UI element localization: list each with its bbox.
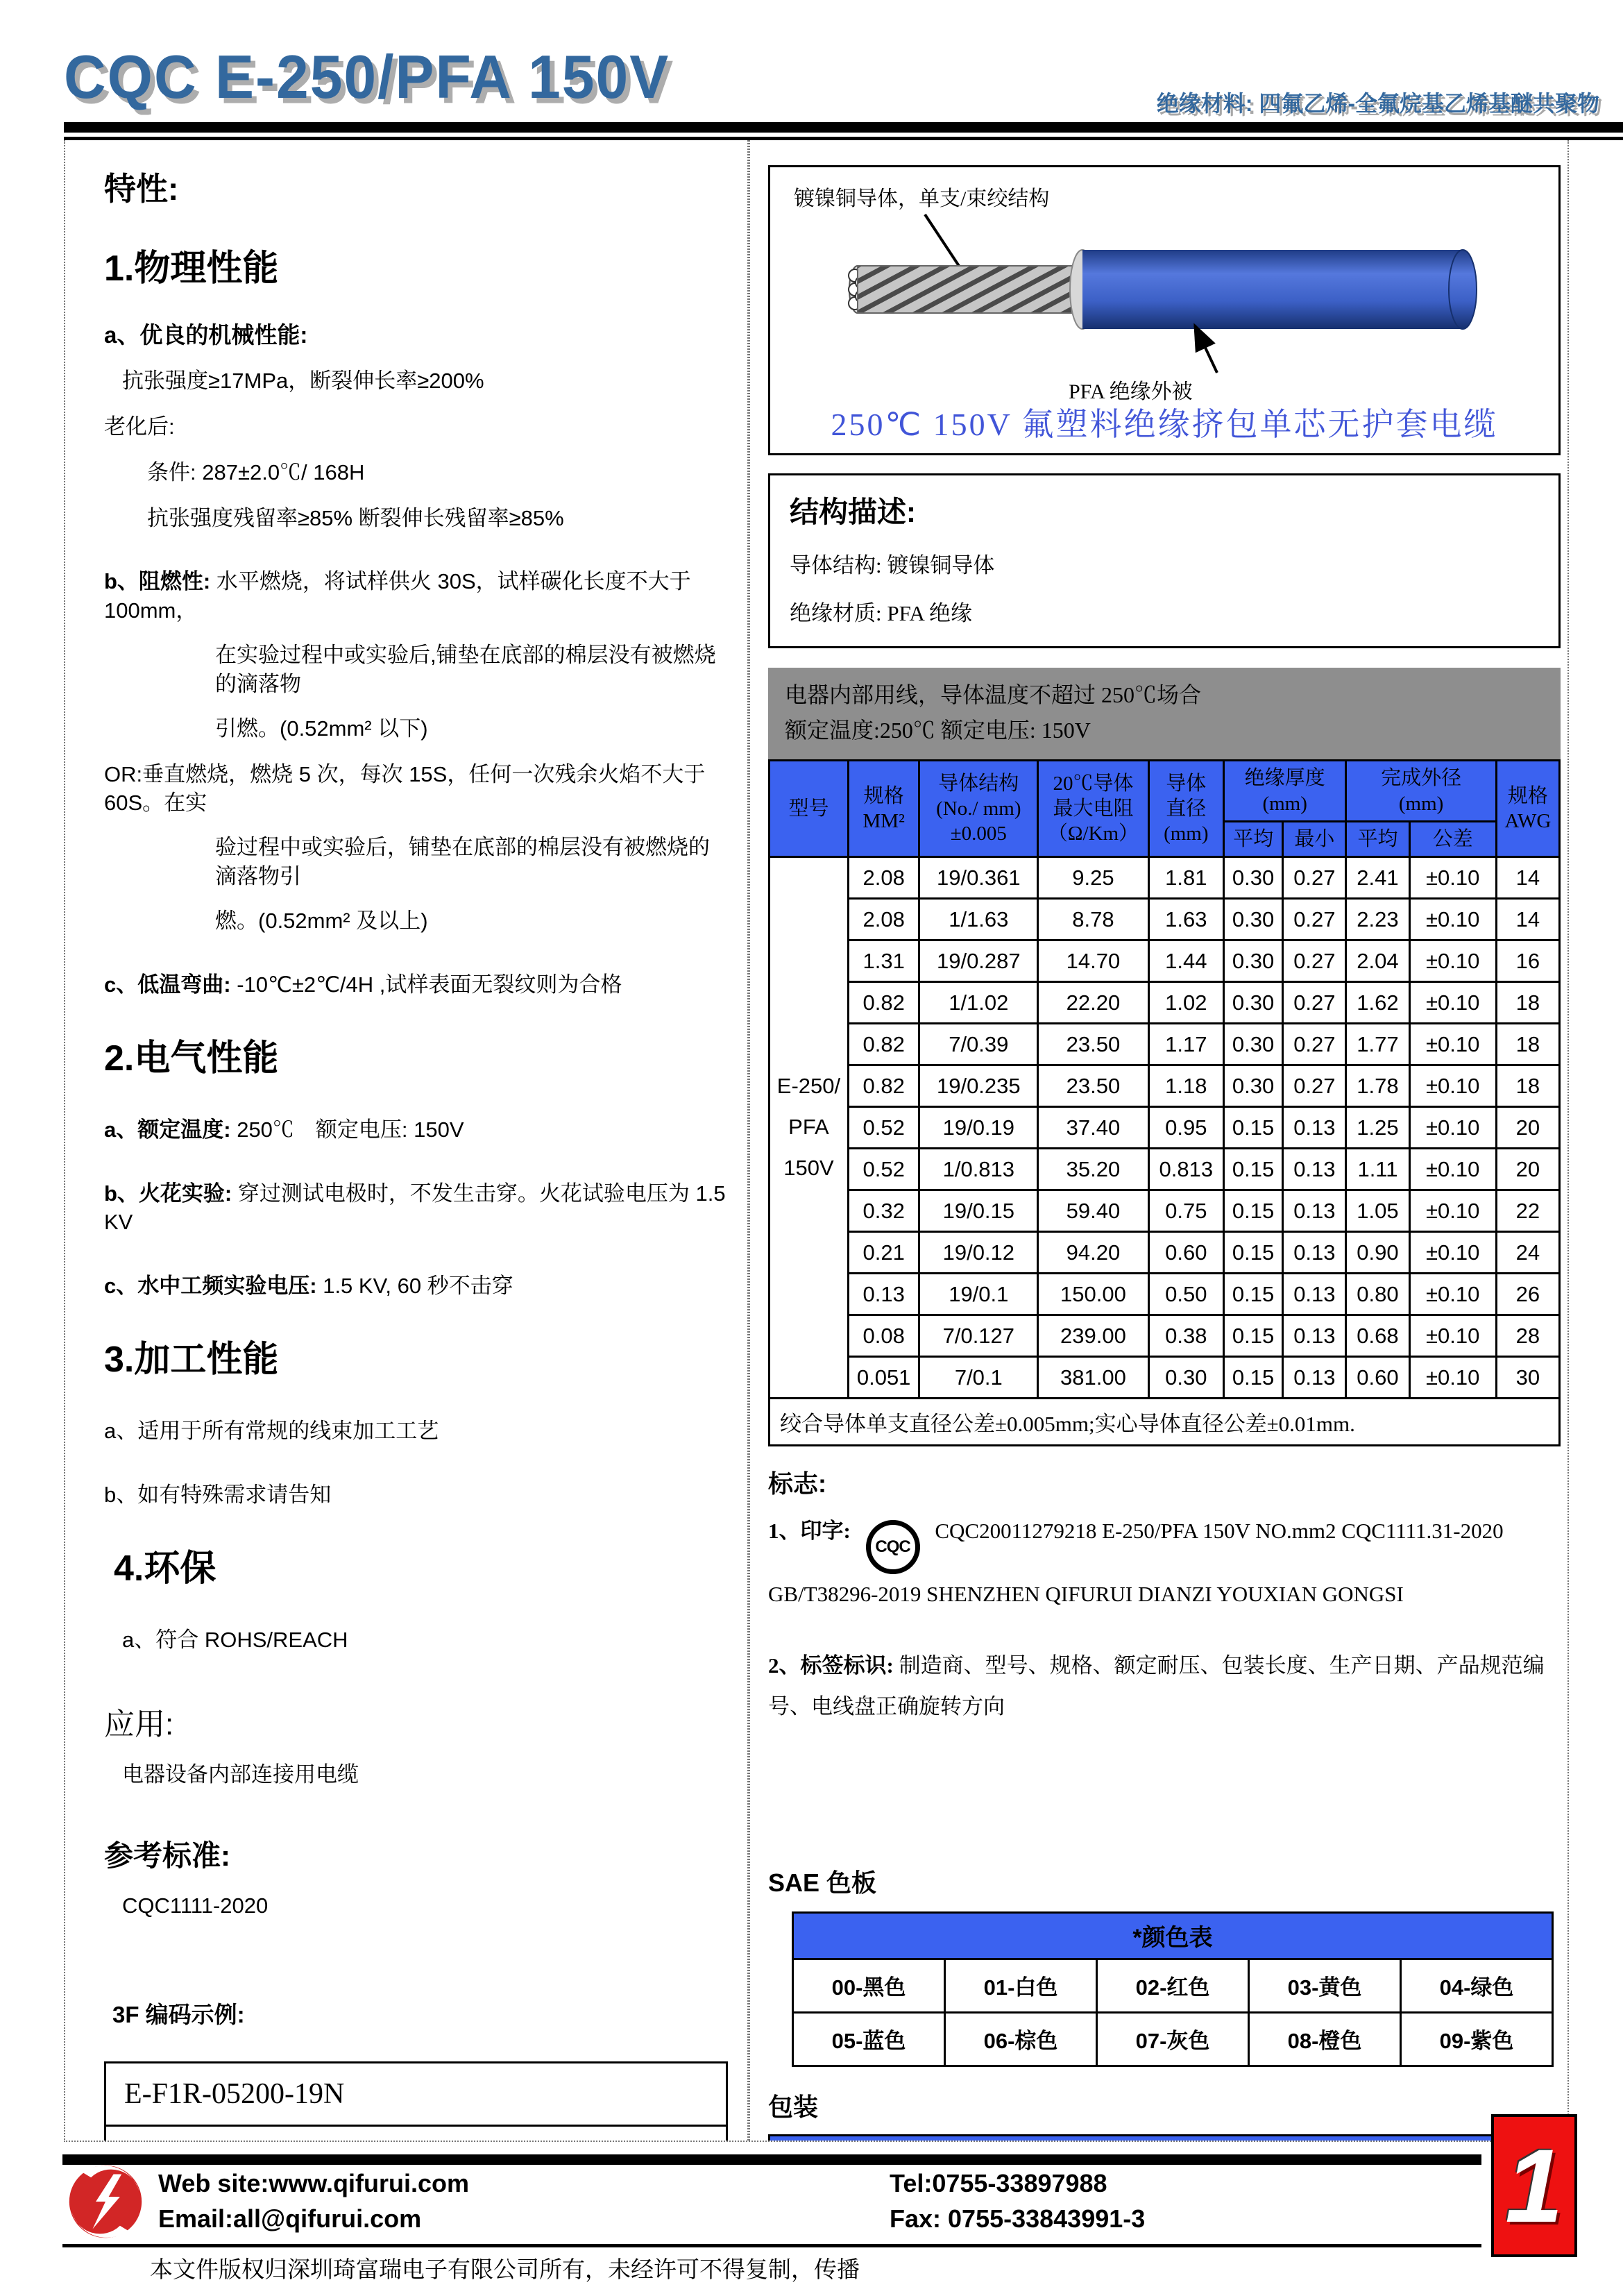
spec-row [770,1024,1560,1065]
spec-row [770,1232,1560,1274]
spec-cell: 0.30 [1223,899,1282,940]
company-logo-icon [65,2161,146,2242]
spec-cell: 1.02 [1148,982,1223,1024]
print-text: CQC20011279218 E-250/PFA 150V NO.mm2 CQC1111.31-2020 GB/T38296-2019 SHENZHEN QIFURUI DIANZI YOUXIAN GONGSI [768,1519,1504,1606]
spec-cell: 30 [1496,1357,1559,1399]
col-header-min: 最小 [1283,821,1346,856]
spec-cell: 1.31 [848,940,919,982]
spec-cell: 9.25 [1038,857,1148,899]
section-title-application: 应用: [104,1707,174,1741]
spec-cell: 1.78 [1346,1065,1409,1107]
text-line: 导体结构: 镀镍铜导体 [790,553,995,577]
structure-title: 结构描述: [790,496,916,528]
spec-cell: ±0.10 [1409,1232,1496,1274]
spec-row [770,1149,1560,1190]
spec-cell: 0.13 [1283,1190,1346,1232]
spec-cell: 0.60 [1148,1232,1223,1274]
text-line [104,970,728,999]
text-line: a、符合 ROHS/REACH [122,1627,348,1652]
spec-cell: 2.23 [1346,899,1409,940]
col-header-model: 型号 [770,761,849,857]
conductor-callout-label: 镀镍铜导体，单支/束绞结构 [794,187,1050,210]
col-header-thickness: 绝缘厚度 (mm) [1223,761,1346,822]
color-cell: 00-黑色 [793,1959,945,2012]
spec-cell: ±0.10 [1409,1107,1496,1149]
spec-cell: 0.27 [1283,899,1346,940]
spec-cell: 0.30 [1148,1357,1223,1399]
spec-row [770,899,1560,940]
spec-cell: 1.63 [1148,899,1223,940]
rated-temp-label: a、额定温度: [104,1117,231,1142]
water-test-text: 1.5 KV, 60 秒不击穿 [323,1274,513,1299]
spec-cell: ±0.10 [1409,1024,1496,1065]
color-cell: 09-紫色 [1401,2012,1553,2066]
spec-cell: 19/0.19 [919,1107,1038,1149]
spec-cell: 1.77 [1346,1024,1409,1065]
text-line: b、如有特殊需求请告知 [104,1482,332,1507]
main-content [64,140,1569,2142]
text-line: 引燃。(0.52mm² 以下) [215,716,428,741]
spec-cell: 59.40 [1038,1190,1148,1232]
spec-table-body [770,857,1560,1399]
text-line: 抗张强度≥17MPa，断裂伸长率≥200% [122,369,484,393]
page-footer [0,2136,1623,2296]
spec-cell: 14 [1496,857,1559,899]
spec-cell: 0.13 [1283,1274,1346,1315]
spec-cell: ±0.10 [1409,1274,1496,1315]
cold-bend-text: -10℃±2℃/4H ,试样表面无裂纹则为合格 [237,972,622,997]
arrow-up-icon [1181,319,1230,377]
spec-cell: 23.50 [1038,1024,1148,1065]
text-line: 抗张强度残留率≥85% 断裂伸长残留率≥85% [147,505,564,530]
spec-cell: 1.81 [1148,857,1223,899]
label-id-label: 2、标签标识: [768,1653,894,1678]
packaging-title: 包装 [768,2092,819,2121]
spec-cell: ±0.10 [1409,1315,1496,1357]
spark-test-label: b、火花实验: [104,1181,232,1206]
spec-row [770,1107,1560,1149]
spec-cell: 0.27 [1283,940,1346,982]
col-header-awg: 规格 AWG [1496,761,1559,857]
color-cell: 03-黄色 [1249,1959,1401,2012]
spec-cell: 18 [1496,1065,1559,1107]
print-label: 1、印字: [768,1519,851,1544]
spec-cell: ±0.10 [1409,857,1496,899]
footer-rule-thick [62,2154,1481,2165]
spec-cell: 7/0.39 [919,1024,1038,1065]
color-table [792,1911,1554,2067]
spec-cell: 0.75 [1148,1190,1223,1232]
spec-cell: 1.25 [1346,1107,1409,1149]
insulation-material-subtitle: 绝缘材料: 四氟乙烯-全氟烷基乙烯基醚共聚物 [1156,91,1599,116]
usage-note-line: 电器内部用线，导体温度不超过 250℃场合 [785,682,1202,707]
spec-cell: 0.13 [1283,1107,1346,1149]
spec-cell: 0.80 [1346,1274,1409,1315]
spec-cell: 0.13 [848,1274,919,1315]
spec-cell: 0.95 [1148,1107,1223,1149]
color-cell: 07-灰色 [1097,2012,1249,2066]
spec-cell: 1/1.02 [919,982,1038,1024]
text-line: 在实验过程中或实验后,铺垫在底部的棉层没有被燃烧的滴落物 [215,643,716,696]
spec-cell: 18 [1496,982,1559,1024]
spec-cell: 19/0.235 [919,1065,1038,1107]
page-number: 1 [1505,2127,1563,2244]
text-line [104,1272,728,1301]
color-cell: 01-白色 [945,1959,1097,2012]
section-title-reference: 参考标准: [104,1839,230,1873]
text-line: 条件: 287±2.0℃/ 168H [147,459,365,484]
spec-cell: 19/0.12 [919,1232,1038,1274]
sae-color-title: SAE 色板 [768,1868,877,1897]
section-title-processing: 3.加工性能 [104,1340,279,1381]
text-line: 老化后: [104,414,175,439]
marking-section [768,1464,1561,1727]
text-line [104,1179,728,1238]
cable-illustration [824,249,1490,330]
fax-text: Fax: 0755-33843991-3 [890,2204,1146,2234]
color-cell: 08-橙色 [1249,2012,1401,2066]
spec-row [770,1190,1560,1232]
spec-cell: 35.20 [1038,1149,1148,1190]
spec-cell: 0.15 [1223,1190,1282,1232]
spec-cell: 20 [1496,1149,1559,1190]
specification-column [749,140,1567,2141]
section-title-physical: 1.物理性能 [104,248,279,289]
spec-cell: ±0.10 [1409,1149,1496,1190]
water-test-label: c、水中工频实验电压: [104,1274,317,1299]
spec-cell: 19/0.15 [919,1190,1038,1232]
coding-example-box [104,2061,728,2142]
spec-cell: 0.08 [848,1315,919,1357]
marking-label-line [768,1646,1561,1728]
characteristics-column [65,140,749,2141]
header-rule-thick [64,122,1623,133]
spec-cell: 0.30 [1223,1065,1282,1107]
spec-cell: 0.82 [848,1024,919,1065]
spec-cell: 19/0.287 [919,940,1038,982]
col-header-diameter: 导体 直径 (mm) [1148,761,1223,857]
specification-table [768,759,1561,1446]
spec-cell: 19/0.361 [919,857,1038,899]
cable-caption: 250℃ 150V 氟塑料绝缘挤包单芯无护套电缆 [831,407,1498,442]
spec-cell: 7/0.127 [919,1315,1038,1357]
sae-table-body [793,1959,1553,2066]
spec-cell: 0.82 [848,1065,919,1107]
spec-cell: 0.13 [1283,1315,1346,1357]
spec-cell: ±0.10 [1409,940,1496,982]
spec-cell: 1.44 [1148,940,1223,982]
color-row [793,2012,1553,2066]
document-title: CQC E-250/PFA 150V [64,42,670,111]
spec-cell: 26 [1496,1274,1559,1315]
spec-cell: 2.41 [1346,857,1409,899]
label-id-text: 制造商、型号、规格、额定耐压、包装长度、生产日期、产品规范编号、电线盘正确旋转方向 [768,1653,1545,1719]
spec-cell: 0.52 [848,1149,919,1190]
spec-cell: 239.00 [1038,1315,1148,1357]
spec-cell: 22 [1496,1190,1559,1232]
page-number-box [1491,2114,1577,2257]
spec-cell: 0.813 [1148,1149,1223,1190]
cold-bend-label: c、低温弯曲: [104,972,231,997]
col-header-structure: 导体结构 (No./ mm) ±0.005 [919,761,1038,857]
footer-contact [158,2166,469,2236]
spec-cell: 0.90 [1346,1232,1409,1274]
usage-note-line: 额定温度:250℃ 额定电压: 150V [785,718,1091,743]
spec-cell: 20 [1496,1107,1559,1149]
spec-cell: 0.15 [1223,1149,1282,1190]
spec-cell: 1.17 [1148,1024,1223,1065]
spec-cell: 0.82 [848,982,919,1024]
structure-description-box [768,473,1561,648]
spec-cell: ±0.10 [1409,1190,1496,1232]
col-header-resistance: 20℃导体 最大电阻 （Ω/Km） [1038,761,1148,857]
color-cell: 05-蓝色 [793,2012,945,2066]
spec-cell: 0.30 [1223,857,1282,899]
color-row [793,1959,1553,2012]
spec-cell: 2.08 [848,857,919,899]
spec-cell: 2.04 [1346,940,1409,982]
spec-cell: 0.13 [1283,1357,1346,1399]
spec-cell: 14 [1496,899,1559,940]
spec-row [770,857,1560,899]
coding-example-code: E-F1R-05200-19N [106,2063,726,2127]
spec-row [770,1357,1560,1399]
footer-phone [890,2166,1145,2236]
spec-cell: 0.60 [1346,1357,1409,1399]
table-row [770,1399,1560,1446]
spec-cell: 0.27 [1283,857,1346,899]
text-line: OR:垂直燃烧，燃烧 5 次，每次 15S，任何一次残余火焰不大于 60S。在实 [104,761,706,816]
spark-test-text: 穿过测试电极时，不发生击穿。火花试验电压为 1.5 KV [104,1181,726,1235]
text-line: 燃。(0.52mm² 及以上) [215,908,428,933]
spec-cell: 0.38 [1148,1315,1223,1357]
coding-example-title: 3F 编码示例: [112,2002,245,2028]
spec-cell: 1.11 [1346,1149,1409,1190]
marking-title: 标志: [768,1469,826,1499]
color-cell: 06-棕色 [945,2012,1097,2066]
text-line: 验过程中或实验后，铺垫在底部的棉层没有被燃烧的滴落物引 [215,835,710,889]
flame-text: 水平燃烧，将试样供火 30S，试样碳化长度不大于 100mm， [104,569,691,623]
spec-cell: 0.30 [1223,1024,1282,1065]
spec-cell: ±0.10 [1409,1357,1496,1399]
spec-row [770,1315,1560,1357]
spec-cell: 0.32 [848,1190,919,1232]
text-line: a、优良的机械性能: [104,322,308,348]
marking-print-line [768,1511,1561,1615]
flame-label: b、阻燃性: [104,569,211,594]
spec-cell: 0.27 [1283,982,1346,1024]
spec-cell: 22.20 [1038,982,1148,1024]
spec-cell: 8.78 [1038,899,1148,940]
spec-cell: 24 [1496,1232,1559,1274]
text-line [104,1115,728,1145]
spec-cell: ±0.10 [1409,899,1496,940]
text-line: 电器设备内部连接用电缆 [122,1762,359,1787]
footer-rule-thin [62,2244,1481,2247]
spec-cell: 0.051 [848,1357,919,1399]
spec-row [770,1065,1560,1107]
spec-cell: 381.00 [1038,1357,1148,1399]
text-line [104,567,728,625]
cable-diagram [768,165,1561,455]
spec-cell: 150.00 [1038,1274,1148,1315]
spec-table-header [770,761,1560,857]
spec-cell: 37.40 [1038,1107,1148,1149]
spec-cell: 0.15 [1223,1107,1282,1149]
spec-cell: 0.13 [1283,1232,1346,1274]
spec-cell: 0.27 [1283,1024,1346,1065]
color-cell: 02-红色 [1097,1959,1249,2012]
copyright-text: 本文件版权归深圳琦富瑞电子有限公司所有，未经许可不得复制，传播 [150,2258,860,2283]
spec-model-cell: E-250/ PFA 150V [770,857,849,1399]
spec-cell: 0.15 [1223,1274,1282,1315]
spec-cell: 14.70 [1038,940,1148,982]
section-heading: 特性: [104,171,179,207]
page-header [0,0,1623,122]
spec-cell: 1.18 [1148,1065,1223,1107]
email-text: Email:all@qifurui.com [158,2204,422,2234]
spec-cell: 18 [1496,1024,1559,1065]
text-line: a、适用于所有常规的线束加工工艺 [104,1419,439,1444]
spec-row [770,940,1560,982]
spec-cell: 28 [1496,1315,1559,1357]
col-header-size: 规格 MM² [848,761,919,857]
tel-text: Tel:0755-33897988 [890,2169,1107,2197]
spec-cell: 23.50 [1038,1065,1148,1107]
spec-cell: 0.52 [848,1107,919,1149]
spec-cell: ±0.10 [1409,982,1496,1024]
spec-cell: ±0.10 [1409,1065,1496,1107]
col-header-tolerance: 公差 [1409,821,1496,856]
insulation-callout-label: PFA 绝缘外被 [1069,380,1193,403]
rated-temp-text: 250℃ 额定电压: 150V [237,1117,464,1142]
spec-cell: 94.20 [1038,1232,1148,1274]
spec-row [770,1274,1560,1315]
spec-cell: 1/0.813 [919,1149,1038,1190]
spec-row [770,982,1560,1024]
spec-cell: 0.68 [1346,1315,1409,1357]
spec-cell: 19/0.1 [919,1274,1038,1315]
section-title-environment: 4.环保 [114,1548,216,1589]
spec-cell: 1/1.63 [919,899,1038,940]
col-header-avg: 平均 [1223,821,1282,856]
spec-cell: 0.15 [1223,1315,1282,1357]
spec-cell: 1.05 [1346,1190,1409,1232]
color-table-header: *颜色表 [793,1912,1553,1959]
spec-cell: 0.27 [1283,1065,1346,1107]
col-header-od: 完成外径 (mm) [1346,761,1496,822]
spec-cell: 0.50 [1148,1274,1223,1315]
spec-cell: 16 [1496,940,1559,982]
text-line: CQC1111-2020 [122,1893,269,1918]
cqc-mark-icon: CQC [866,1520,920,1574]
spec-cell: 1.62 [1346,982,1409,1024]
spec-cell: 2.08 [848,899,919,940]
spec-cell: 0.30 [1223,940,1282,982]
website-text: Web site:www.qifurui.com [158,2169,470,2197]
col-header-avg: 平均 [1346,821,1409,856]
spec-cell: 0.21 [848,1232,919,1274]
spec-cell: 0.15 [1223,1357,1282,1399]
spec-footnote: 绞合导体单支直径公差±0.005mm;实心导体直径公差±0.01mm. [770,1399,1560,1446]
spec-cell: 0.13 [1283,1149,1346,1190]
color-cell: 04-绿色 [1401,1959,1553,2012]
usage-note [768,668,1561,759]
section-title-electrical: 2.电气性能 [104,1038,279,1079]
spec-cell: 0.15 [1223,1232,1282,1274]
spec-cell: 7/0.1 [919,1357,1038,1399]
text-line: 绝缘材质: PFA 绝缘 [790,601,972,625]
spec-cell: 0.30 [1223,982,1282,1024]
